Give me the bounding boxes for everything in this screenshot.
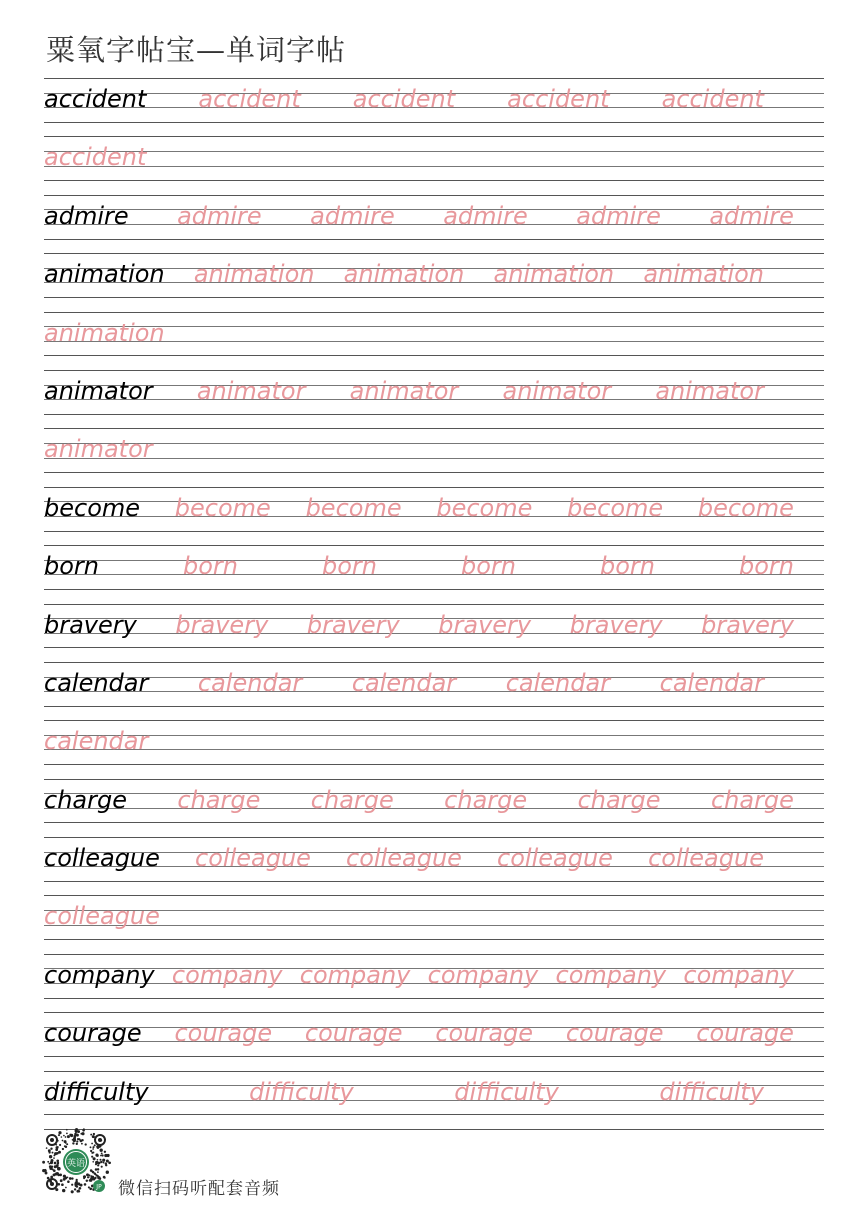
trace-word: colleague (195, 844, 311, 873)
trace-word: animator (349, 376, 459, 405)
trace-word: animator (44, 435, 153, 464)
guide-line (44, 531, 824, 532)
model-word: accident (44, 85, 147, 113)
guide-line (44, 472, 824, 473)
guide-line (44, 122, 824, 123)
trace-word: become (567, 493, 664, 522)
practice-row (44, 136, 824, 194)
guide-line (44, 822, 824, 823)
trace-word: bravery (306, 610, 400, 639)
audio-instruction: 微信扫码听配套音频 (118, 1179, 280, 1199)
page-title: 粟氧字帖宝—单词字帖 (46, 33, 347, 67)
practice-row (44, 1071, 824, 1129)
trace-word: animation (493, 260, 615, 289)
row-words (44, 1019, 824, 1047)
practice-row (44, 837, 824, 895)
guide-line (44, 706, 824, 707)
trace-word: calendar (351, 668, 457, 697)
row-words (44, 902, 824, 930)
row-words (44, 1078, 824, 1106)
practice-row (44, 78, 824, 136)
guide-line (44, 312, 824, 313)
trace-word: difficulty (454, 1077, 559, 1106)
trace-word: become (305, 493, 402, 522)
practice-row (44, 428, 824, 486)
trace-word: admire (310, 201, 395, 230)
trace-word: company (171, 960, 283, 989)
model-word: courage (44, 1019, 142, 1048)
practice-sheet (44, 78, 824, 1130)
trace-word: courage (174, 1019, 273, 1048)
guide-line (44, 998, 824, 999)
trace-word: courage (696, 1019, 794, 1048)
trace-word: colleague (44, 902, 160, 931)
trace-word: born (600, 552, 655, 581)
trace-word: courage (435, 1019, 534, 1048)
guide-line (44, 662, 824, 663)
guide-line (44, 253, 824, 254)
trace-word: admire (177, 201, 262, 230)
guide-line (44, 589, 824, 590)
guide-line (44, 180, 824, 181)
trace-word: become (436, 493, 533, 522)
trace-word: company (299, 960, 411, 989)
model-word: difficulty (44, 1077, 149, 1106)
guide-line (44, 195, 824, 196)
practice-row (44, 779, 824, 837)
trace-word: admire (443, 201, 528, 230)
trace-word: accident (44, 143, 147, 172)
guide-line (44, 779, 824, 780)
practice-row (44, 604, 824, 662)
row-words (44, 435, 824, 463)
trace-word: calendar (505, 668, 611, 697)
trace-word: animator (502, 376, 612, 405)
trace-word: admire (576, 201, 661, 230)
model-word: charge (44, 785, 127, 814)
trace-word: difficulty (659, 1077, 764, 1106)
guide-line (44, 239, 824, 240)
row-words (44, 552, 824, 580)
guide-line (44, 355, 824, 356)
row-words (44, 786, 824, 814)
guide-line (44, 939, 824, 940)
trace-word: company (683, 960, 794, 989)
row-words (44, 611, 824, 639)
trace-word: calendar (197, 668, 303, 697)
trace-word: bravery (701, 610, 794, 639)
trace-word: charge (177, 785, 261, 814)
trace-word: accident (352, 85, 456, 113)
guide-line (44, 1012, 824, 1013)
guide-line (44, 487, 824, 488)
trace-word: difficulty (249, 1077, 354, 1106)
trace-word: animation (193, 260, 315, 289)
guide-line (44, 428, 824, 429)
guide-line (44, 764, 824, 765)
row-words (44, 494, 824, 522)
trace-word: bravery (569, 610, 663, 639)
practice-row (44, 720, 824, 778)
trace-word: colleague (346, 844, 462, 873)
row-words (44, 961, 824, 989)
trace-word: charge (444, 785, 528, 814)
practice-row (44, 954, 824, 1012)
row-words (44, 727, 824, 755)
trace-word: company (555, 960, 667, 989)
trace-word: accident (507, 85, 610, 113)
trace-word: accident (198, 85, 301, 113)
model-word: born (44, 552, 99, 581)
practice-row (44, 1012, 824, 1070)
qr-corner-label: JP (96, 1183, 102, 1191)
guide-line (44, 370, 824, 371)
trace-word: animator (196, 376, 306, 405)
row-words (44, 143, 824, 171)
model-word: company (44, 960, 155, 989)
row-words (44, 669, 824, 697)
guide-line (44, 78, 824, 79)
practice-row (44, 370, 824, 428)
row-words (44, 260, 824, 288)
model-word: animator (44, 376, 153, 405)
trace-word: born (183, 552, 238, 581)
trace-word: animator (655, 376, 764, 405)
trace-word: calendar (659, 668, 764, 697)
trace-word: courage (565, 1019, 664, 1048)
guide-line (44, 647, 824, 648)
trace-word: colleague (648, 844, 764, 873)
model-word: admire (44, 201, 129, 230)
guide-line (44, 837, 824, 838)
guide-line (44, 720, 824, 721)
trace-word: born (739, 552, 794, 581)
model-word: colleague (44, 844, 160, 873)
trace-word: charge (710, 785, 794, 814)
model-word: calendar (44, 668, 149, 697)
trace-word: become (697, 493, 794, 522)
guide-line (44, 136, 824, 137)
trace-word: charge (310, 785, 394, 814)
audio-footer (40, 1128, 440, 1200)
row-words (44, 85, 824, 113)
trace-word: company (427, 960, 539, 989)
trace-word: born (322, 552, 377, 581)
practice-row (44, 487, 824, 545)
guide-line (44, 297, 824, 298)
trace-word: colleague (497, 844, 613, 873)
practice-row (44, 895, 824, 953)
guide-line (44, 1071, 824, 1072)
guide-line (44, 954, 824, 955)
guide-line (44, 895, 824, 896)
trace-word: animation (44, 318, 165, 347)
practice-row (44, 253, 824, 311)
practice-row (44, 312, 824, 370)
guide-line (44, 604, 824, 605)
row-words (44, 844, 824, 872)
trace-word: become (174, 493, 271, 522)
trace-word: courage (304, 1019, 403, 1048)
practice-row (44, 662, 824, 720)
row-words (44, 319, 824, 347)
trace-word: admire (709, 201, 794, 230)
row-words (44, 377, 824, 405)
qr-badge-label: 英语 (66, 1159, 86, 1169)
mini-program-qr-code-icon[interactable] (40, 1128, 112, 1200)
guide-line (44, 414, 824, 415)
row-words (44, 202, 824, 230)
guide-line (44, 881, 824, 882)
model-word: animation (44, 260, 165, 289)
trace-word: bravery (438, 610, 532, 639)
practice-row (44, 195, 824, 253)
trace-word: animation (343, 260, 465, 289)
model-word: become (44, 493, 141, 522)
trace-word: bravery (175, 610, 269, 639)
trace-word: born (461, 552, 516, 581)
trace-word: animation (643, 260, 764, 289)
guide-line (44, 545, 824, 546)
trace-word: charge (577, 785, 661, 814)
guide-line (44, 1056, 824, 1057)
model-word: bravery (44, 610, 137, 639)
practice-row (44, 545, 824, 603)
trace-word: accident (661, 85, 764, 113)
guide-line (44, 1114, 824, 1115)
trace-word: calendar (44, 727, 149, 756)
